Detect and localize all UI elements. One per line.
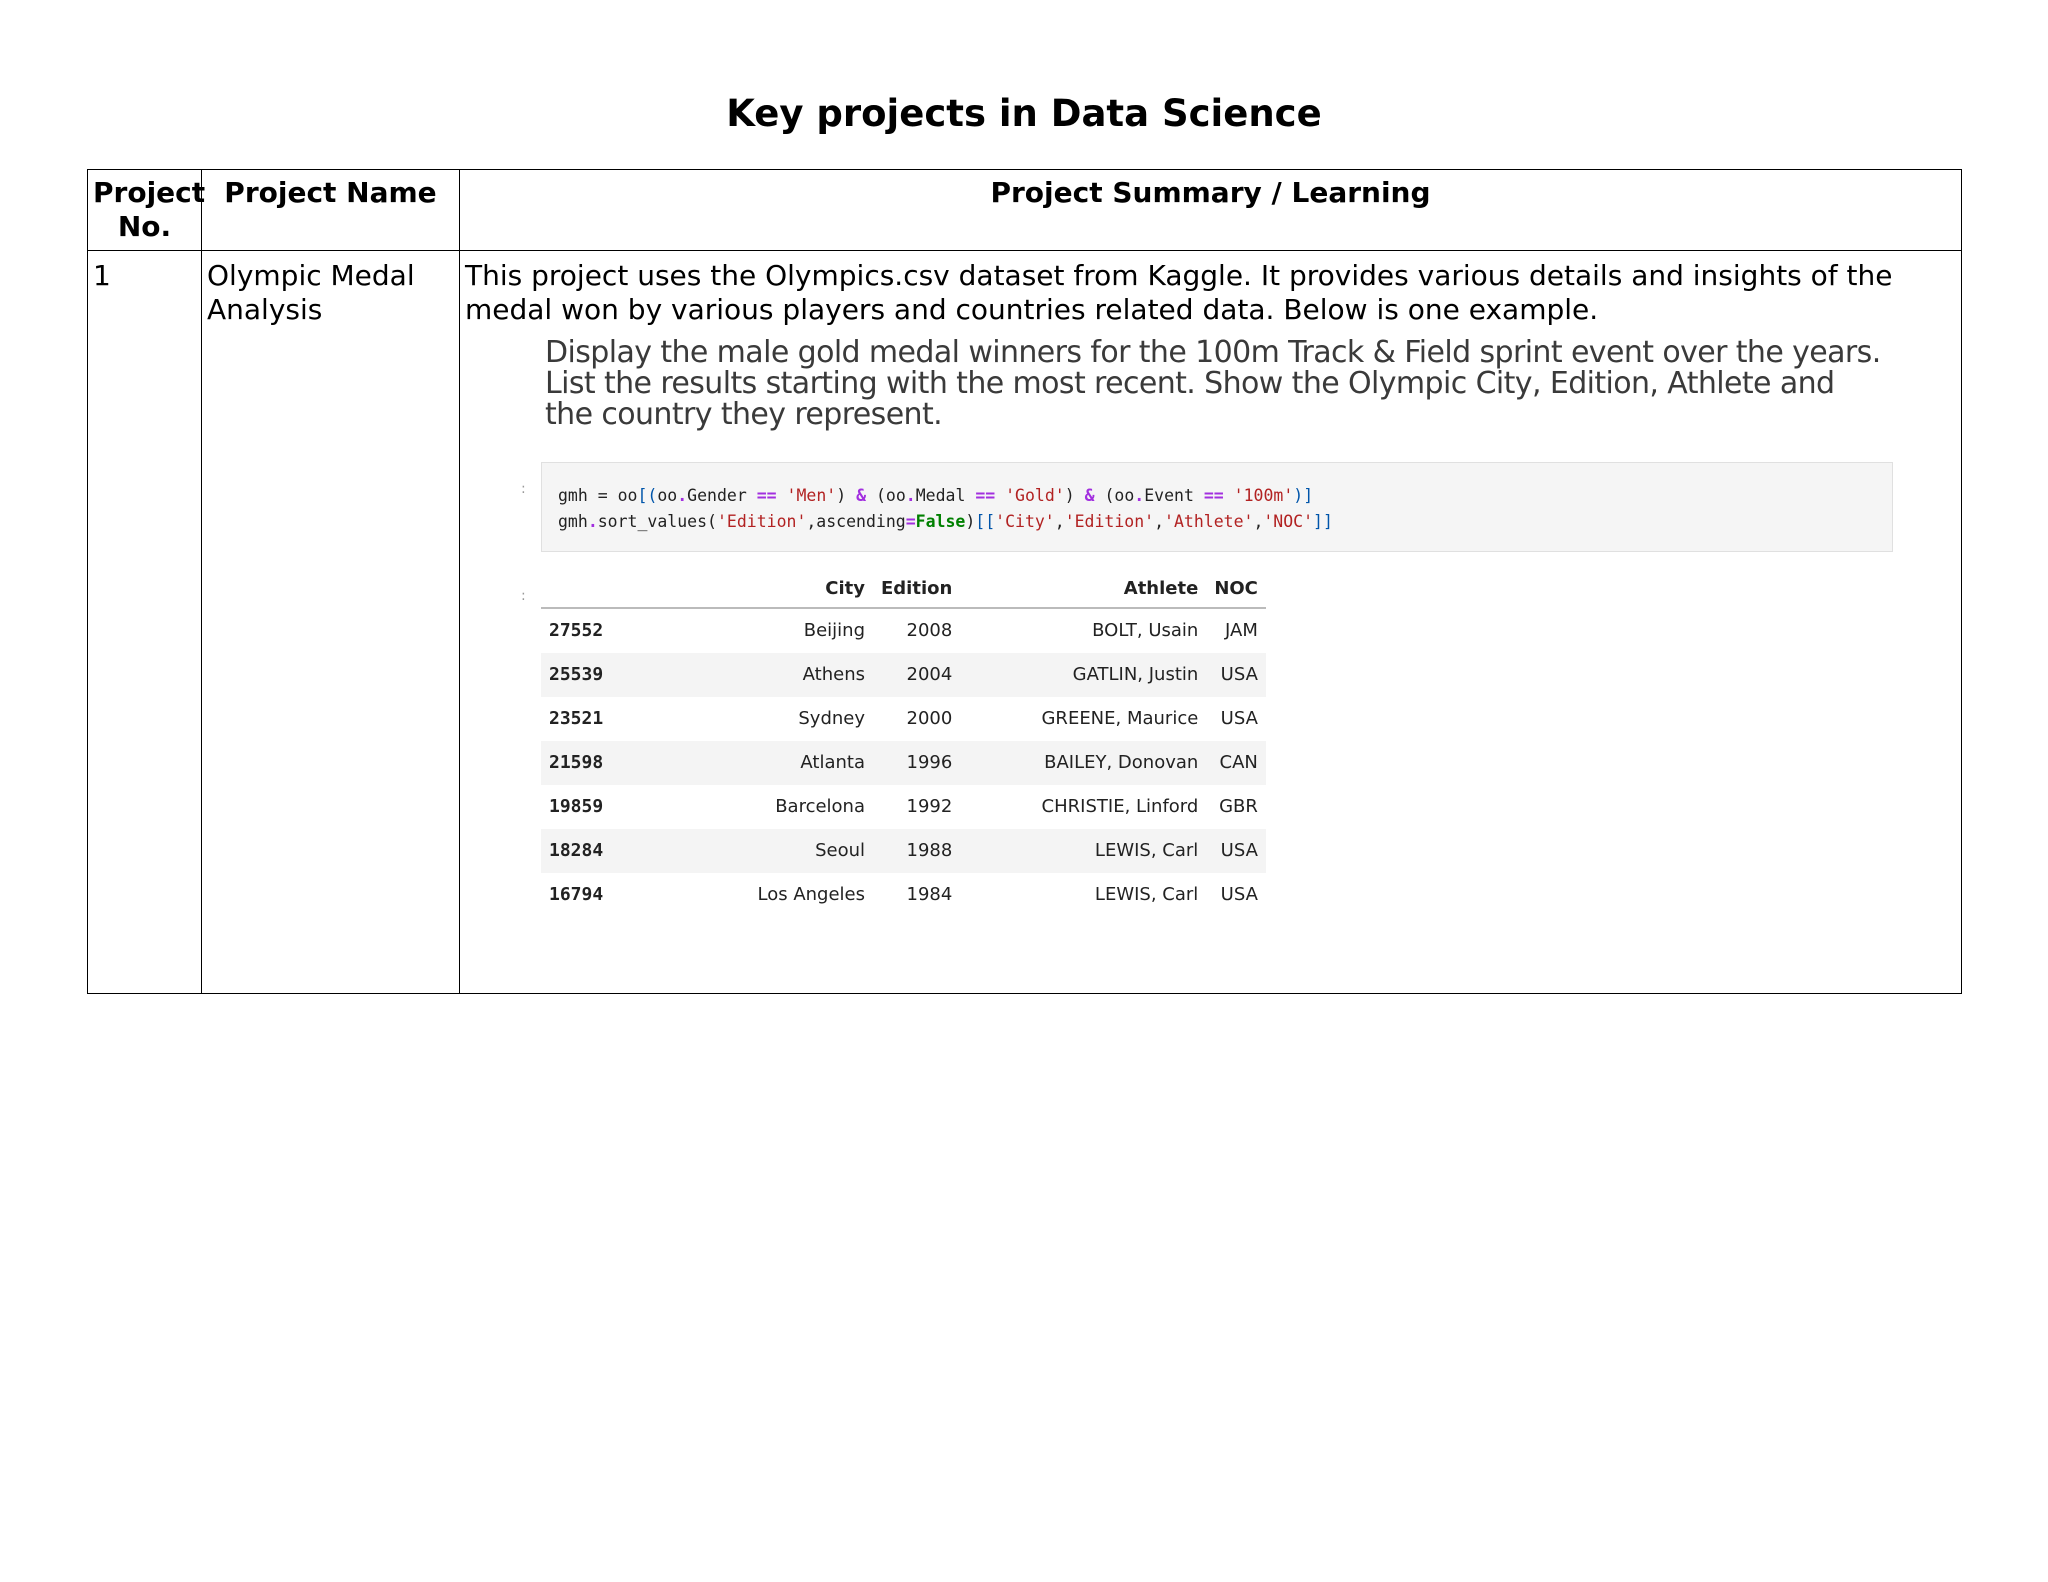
- notebook-question: Display the male gold medal winners for the 100m Track & Field sprint event over the years. List the results starting with the most recent. Show the Olympic City, Edition, Athlete and the country they represent.: [545, 335, 1881, 432]
- cell-athlete: BOLT, Usain: [1092, 620, 1199, 641]
- cell-city: Atlanta: [800, 752, 865, 773]
- header-project-name: Project Name: [202, 170, 460, 251]
- cell-edition: 2000: [906, 708, 953, 729]
- dataframe-row: [541, 608, 1266, 653]
- result-dataframe: [541, 571, 1266, 917]
- output-cell-prompt: :: [521, 588, 526, 604]
- cell-city: Los Angeles: [757, 884, 865, 905]
- cell-edition: 1996: [906, 752, 953, 773]
- cell-city: Sydney: [798, 708, 865, 729]
- project-summary-cell: [460, 251, 1962, 994]
- cell-athlete: GREENE, Maurice: [1041, 708, 1199, 729]
- header-project-summary: Project Summary / Learning: [460, 170, 1962, 251]
- page-title: Key projects in Data Science: [726, 92, 1322, 135]
- row-index: 19859: [549, 796, 604, 817]
- row-index: 16794: [549, 884, 604, 905]
- cell-edition: 1988: [906, 840, 953, 861]
- dataframe-row: [541, 741, 1266, 785]
- cell-noc: JAM: [1225, 620, 1258, 641]
- project-number: 1: [88, 251, 202, 994]
- row-index: 27552: [549, 620, 604, 641]
- cell-city: Seoul: [815, 840, 865, 861]
- cell-noc: USA: [1220, 664, 1258, 685]
- code-line-2: gmh.sort_values('Edition',ascending=False)[['City','Edition','Athlete','NOC']]: [558, 512, 1333, 531]
- notebook-screenshot: [465, 337, 1956, 977]
- cell-noc: GBR: [1219, 796, 1258, 817]
- dataframe-header-city: City: [677, 571, 873, 608]
- row-index: 23521: [549, 708, 604, 729]
- dataframe-row: [541, 785, 1266, 829]
- project-summary-text: This project uses the Olympics.csv dataset from Kaggle. It provides various details and insights of the medal won by various players and countries related data. Below is one example.: [465, 259, 1893, 326]
- projects-table: [87, 169, 1962, 994]
- code-line-1: gmh = oo[(oo.Gender == 'Men') & (oo.Medal == 'Gold') & (oo.Event == '100m')]: [558, 486, 1314, 505]
- cell-noc: USA: [1220, 840, 1258, 861]
- cell-noc: USA: [1220, 708, 1258, 729]
- cell-city: Barcelona: [775, 796, 865, 817]
- dataframe-header-row: [541, 571, 1266, 608]
- code-cell-prompt: :: [521, 481, 526, 497]
- project-name: Olympic Medal Analysis: [202, 251, 460, 994]
- row-index: 25539: [549, 664, 604, 685]
- projects-table-header-row: [88, 170, 1962, 251]
- dataframe-row: [541, 873, 1266, 917]
- cell-athlete: LEWIS, Carl: [1094, 884, 1199, 905]
- cell-edition: 2004: [906, 664, 953, 685]
- dataframe-header-noc: NOC: [1206, 571, 1266, 608]
- dataframe-header-edition: Edition: [873, 571, 960, 608]
- row-index: 21598: [549, 752, 604, 773]
- cell-edition: 2008: [906, 620, 953, 641]
- cell-noc: CAN: [1219, 752, 1258, 773]
- cell-edition: 1992: [906, 796, 953, 817]
- table-row: [88, 251, 1962, 994]
- code-cell: [541, 462, 1893, 552]
- cell-athlete: GATLIN, Justin: [1072, 664, 1199, 685]
- dataframe-row: [541, 829, 1266, 873]
- cell-noc: USA: [1220, 884, 1258, 905]
- cell-athlete: CHRISTIE, Linford: [1041, 796, 1199, 817]
- row-index: 18284: [549, 840, 604, 861]
- dataframe-header-athlete: Athlete: [960, 571, 1206, 608]
- cell-edition: 1984: [906, 884, 953, 905]
- cell-city: Beijing: [803, 620, 865, 641]
- cell-city: Athens: [802, 664, 865, 685]
- dataframe-row: [541, 697, 1266, 741]
- header-project-no: Project No.: [88, 170, 202, 251]
- dataframe-index-header: [541, 571, 677, 608]
- cell-athlete: LEWIS, Carl: [1094, 840, 1199, 861]
- dataframe-row: [541, 653, 1266, 697]
- cell-athlete: BAILEY, Donovan: [1044, 752, 1199, 773]
